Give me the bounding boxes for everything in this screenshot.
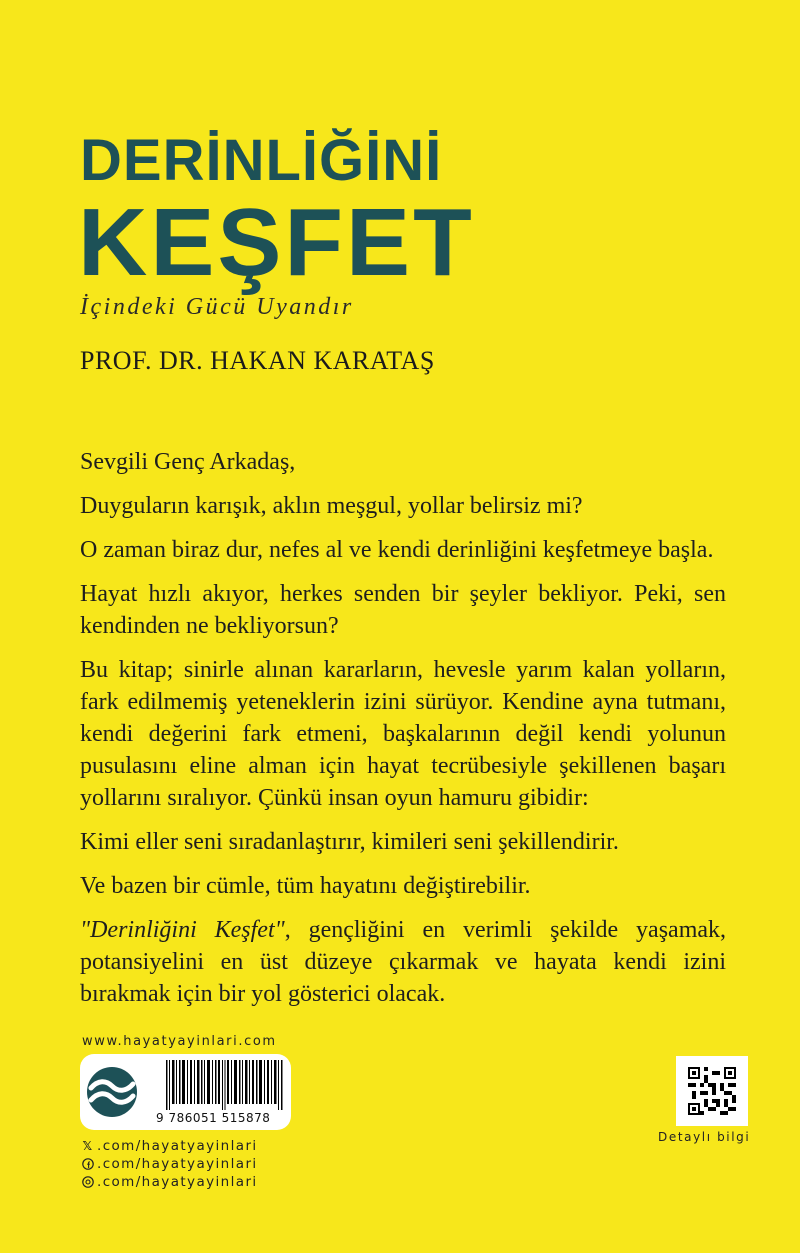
back-cover-blurb xyxy=(80,446,726,1022)
social-handle-text: .com/hayatyayinlari xyxy=(97,1138,258,1154)
qr-label: Detaylı bilgi xyxy=(658,1130,751,1144)
book-author: PROF. DR. HAKAN KARATAŞ xyxy=(80,346,435,375)
publisher-logo-icon xyxy=(86,1066,138,1118)
social-handle-text: .com/hayatyayinlari xyxy=(97,1174,258,1190)
barcode-panel xyxy=(80,1054,291,1130)
blurb-paragraph: Hayat hızlı akıyor, herkes senden bir şeyler bekliyor. Peki, sen kendinden ne bekliyorsun? xyxy=(80,581,726,639)
social-facebook-handle[interactable] xyxy=(82,1156,258,1172)
qr-code-icon xyxy=(688,1067,736,1115)
social-instagram-handle[interactable] xyxy=(82,1174,258,1190)
book-title-italic: "Derinliğini Keşfet" xyxy=(80,917,285,943)
x-icon: 𝕏 xyxy=(82,1139,94,1153)
blurb-paragraph: Duyguların karışık, aklın meşgul, yollar belirsiz mi? xyxy=(80,493,583,519)
social-handle-text: .com/hayatyayinlari xyxy=(97,1156,258,1172)
isbn-number: 9 786051 515878 xyxy=(156,1111,271,1125)
instagram-icon xyxy=(82,1176,94,1188)
qr-code-box[interactable] xyxy=(676,1056,748,1126)
facebook-icon xyxy=(82,1158,94,1170)
blurb-paragraph: Ve bazen bir cümle, tüm hayatını değiştirebilir. xyxy=(80,873,531,899)
blurb-paragraph: O zaman biraz dur, nefes al ve kendi derinliğini keşfetmeye başla. xyxy=(80,537,714,563)
blurb-paragraph: Kimi eller seni sıradanlaştırır, kimileri seni şekillendirir. xyxy=(80,829,619,855)
blurb-paragraph: Bu kitap; sinirle alınan kararların, hevesle yarım kalan yolların, fark edilmemiş yeteneklerin izini sürüyor. Kendine ayna tutmanı, kendi değerini fark etmeni, başkalarının değil kendi yolunun pusulasını eline alman için hayat tecrübesiyle şekillenen başarı yollarını sıralıyor. Çünkü insan oyun hamuru gibidir: xyxy=(80,657,726,811)
publisher-website: www.hayatyayinlari.com xyxy=(82,1034,277,1049)
book-title-line2: KEŞFET xyxy=(78,189,475,296)
blurb-text: , gençliğini en verimli şekilde yaşamak, potansiyelini en üst düzeye çıkarmak ve hayata kendi izini bırakmak için bir yol gösterici olacak. xyxy=(80,917,727,1007)
book-subtitle: İçindeki Gücü Uyandır xyxy=(80,294,354,320)
blurb-paragraph: Sevgili Genç Arkadaş, xyxy=(80,449,296,475)
blurb-paragraph xyxy=(80,914,726,1010)
social-x-handle[interactable] xyxy=(82,1138,258,1154)
barcode-icon xyxy=(166,1060,284,1110)
book-title-line1: DERİNLİĞİNİ xyxy=(80,128,443,193)
